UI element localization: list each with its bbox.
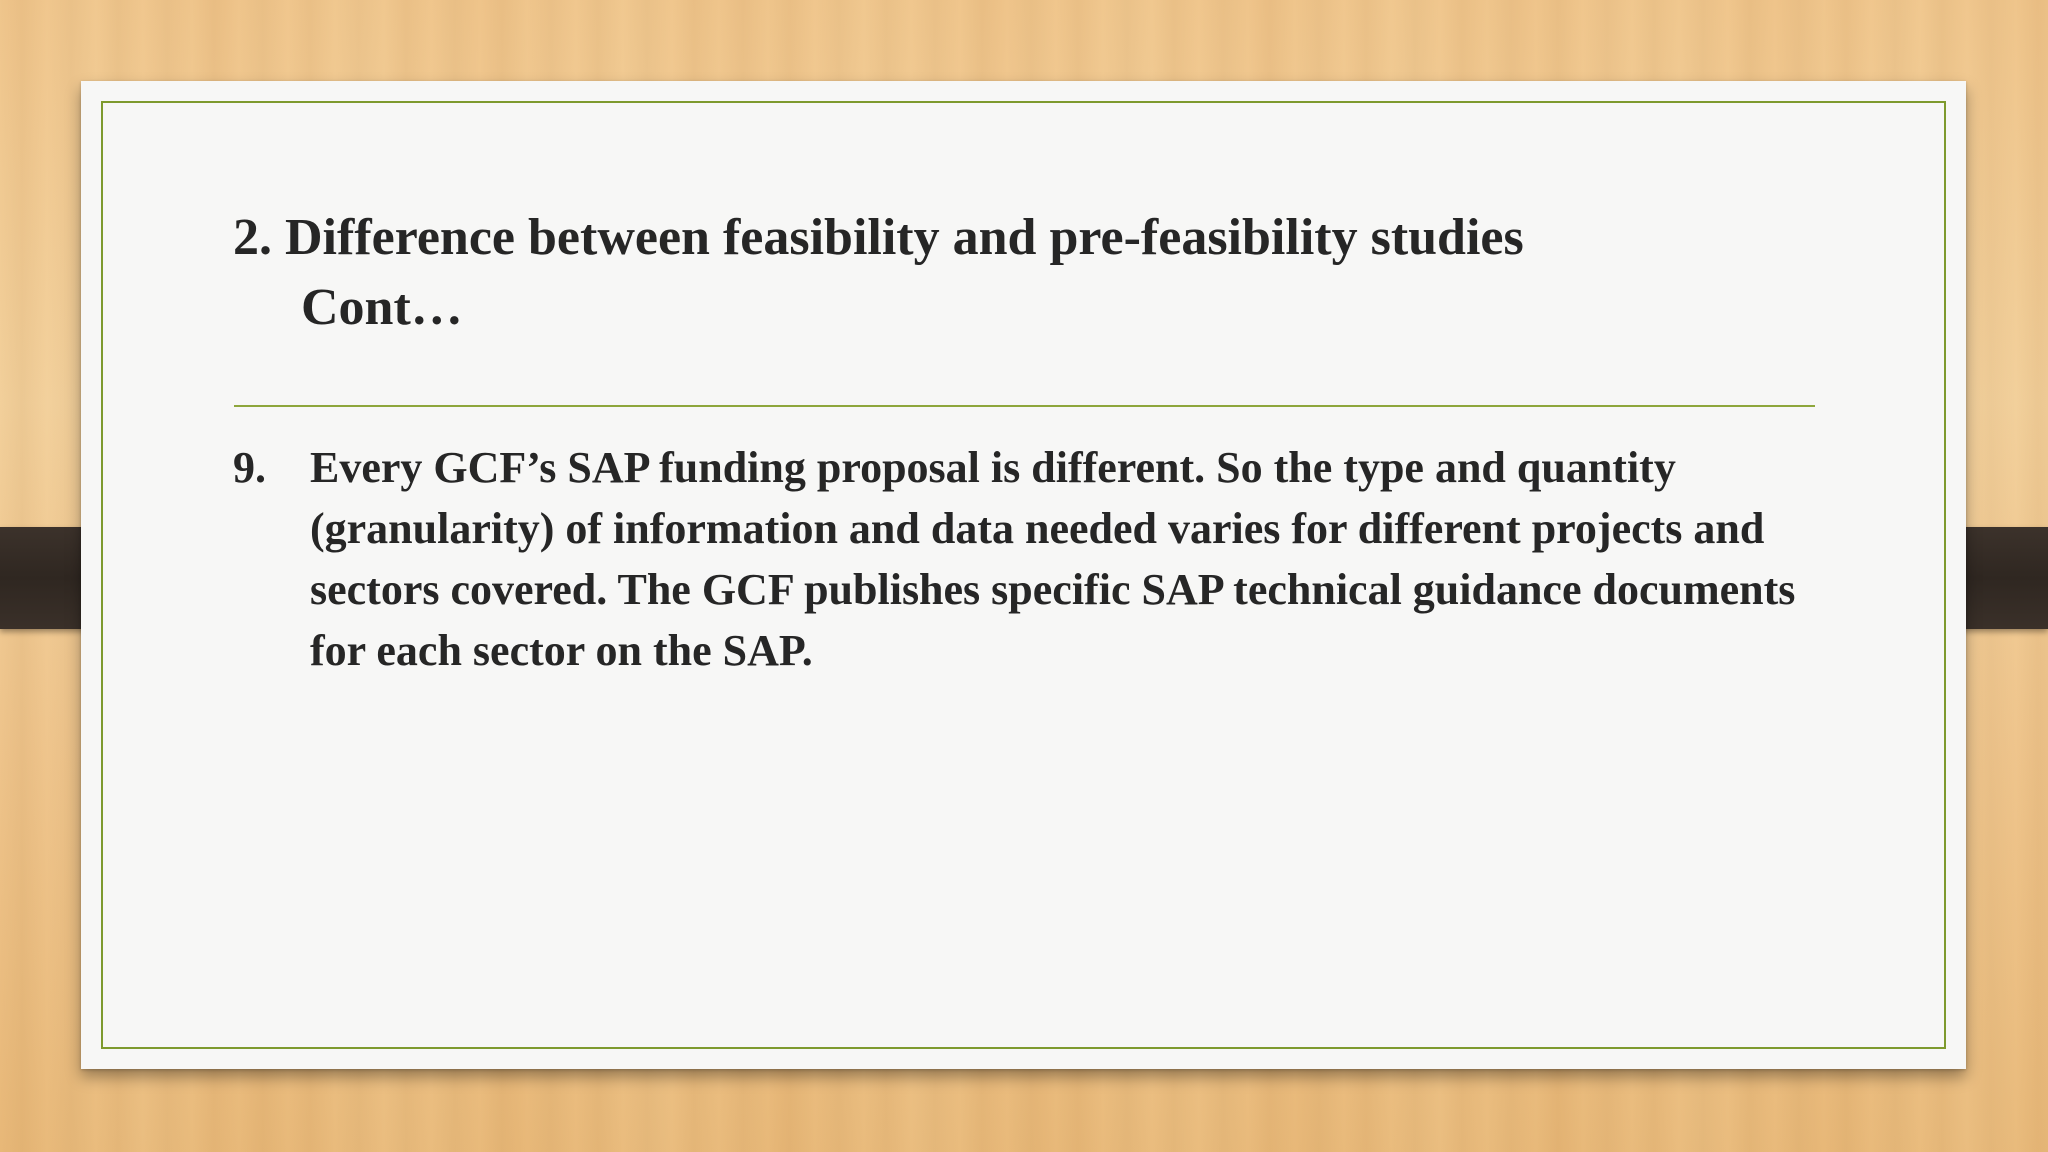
slide-title-line2: Cont… <box>301 279 463 336</box>
slide-title-line1: 2. Difference between feasibility and pre-feasibility studies <box>233 209 1524 266</box>
slide-card <box>81 81 1966 1069</box>
bullet-number: 9. <box>233 443 266 492</box>
slide-title <box>233 203 1833 343</box>
bullet-text: Every GCF’s SAP funding proposal is different. So the type and quantity (granularity) of information and data needed varies for different projects and sectors covered. The GCF publishes specific SAP technical guidance documents for each sector on the SAP. <box>310 443 1796 675</box>
title-divider <box>234 405 1815 407</box>
bullet-item <box>233 437 1853 681</box>
